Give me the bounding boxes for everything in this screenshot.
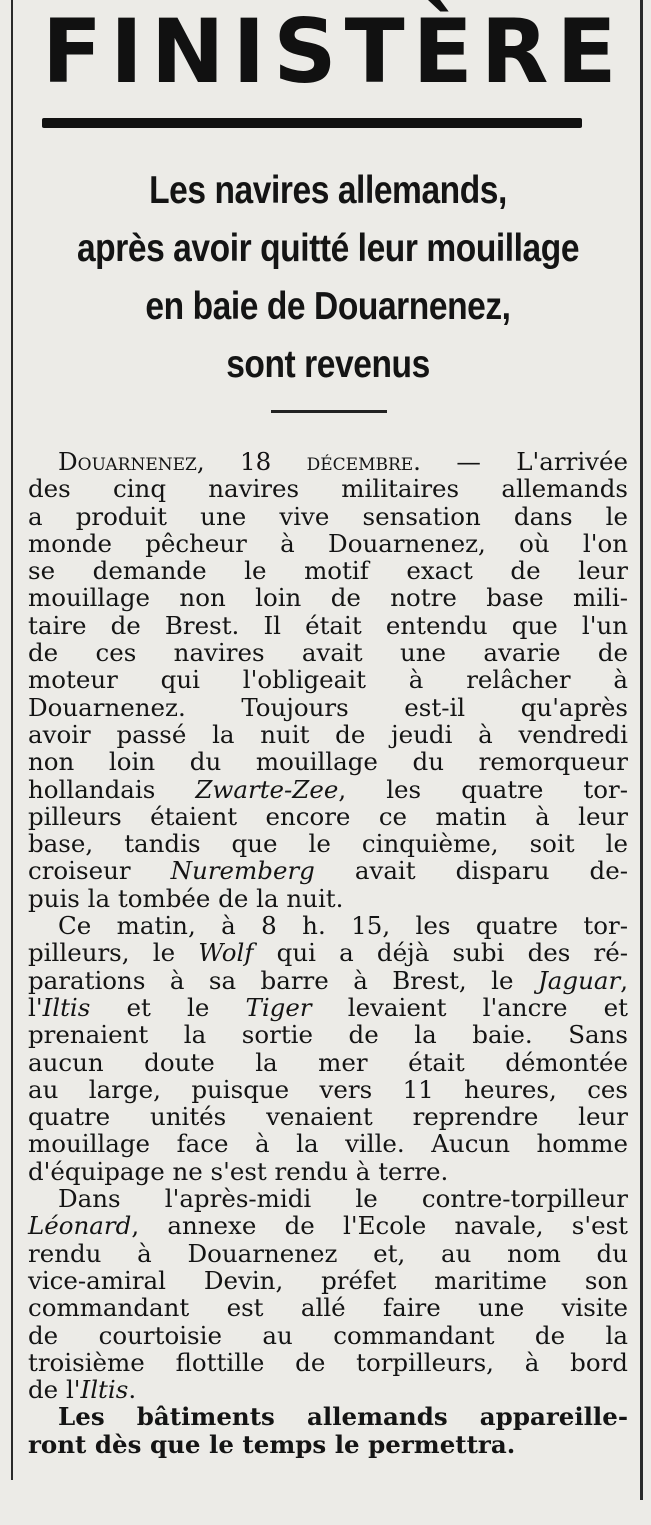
body-line: de l'Iltis.: [28, 1375, 137, 1405]
body-line: rendu à Douarnenez et, au nom du: [28, 1238, 628, 1268]
body-line: Dans l'après-midi le contre-torpilleur: [58, 1184, 628, 1214]
body-line: vice-amiral Devin, préfet maritime son: [28, 1265, 628, 1295]
body-line: hollandais Zwarte-Zee, les quatre tor-: [28, 774, 628, 804]
body-line: taire de Brest. Il était entendu que l'un: [28, 610, 628, 640]
body-line: de courtoisie au commandant de la: [28, 1320, 628, 1350]
body-line: mouillage face à la ville. Aucun homme: [28, 1129, 628, 1159]
body-line: de ces navires avait une avarie de: [28, 638, 628, 668]
body-line: ront dès que le temps le permettra.: [28, 1429, 516, 1459]
body-line: pilleurs, le Wolf qui a déjà subi des ré-: [28, 938, 628, 968]
body-line: [28, 448, 628, 475]
column-rule-left: [11, 0, 13, 1480]
headline-line: après avoir quitté leur mouillage: [76, 227, 580, 270]
body-line: aucun doute la mer était démontée: [28, 1047, 628, 1077]
body-line: Léonard, annexe de l'Ecole navale, s'est: [28, 1211, 628, 1241]
headline-line: en baie de Douarnenez,: [145, 285, 511, 328]
body-line: non loin du mouillage du remorqueur: [28, 747, 628, 777]
body-line: se demande le motif exact de leur: [28, 556, 628, 586]
headline: [70, 162, 586, 394]
body-line: d'équipage ne s'est rendu à terre.: [28, 1156, 449, 1186]
section-underline: [42, 118, 582, 128]
body-line: monde pêcheur à Douarnenez, où l'on: [28, 528, 628, 558]
body-line: parations à sa barre à Brest, le Jaguar,: [28, 965, 628, 995]
body-line: quatre unités venaient reprendre leur: [28, 1102, 628, 1132]
section-title: FINISTÈRE: [42, 0, 625, 103]
headline-line: sont revenus: [226, 343, 430, 386]
body-line: croiseur Nuremberg avait disparu de-: [28, 856, 628, 886]
body-line: puis la tombée de la nuit.: [28, 883, 344, 913]
body-line: pilleurs étaient encore ce matin à leur: [28, 801, 628, 831]
body-line: des cinq navires militaires allemands: [28, 474, 628, 504]
body-line: l'Iltis et le Tiger levaient l'ancre et: [28, 992, 629, 1022]
body-line: avoir passé la nuit de jeudi à vendredi: [28, 719, 628, 749]
article-body: [28, 448, 628, 1458]
body-line: au large, puisque vers 11 heures, ces: [28, 1074, 628, 1104]
body-line: moteur qui l'obligeait à relâcher à: [28, 665, 628, 695]
body-line: a produit une vive sensation dans le: [28, 501, 628, 531]
column-rule-right: [640, 0, 643, 1500]
body-line: troisième flottille de torpilleurs, à bord: [28, 1347, 628, 1377]
headline-line: Les navires allemands,: [149, 169, 507, 212]
body-line: mouillage non loin de notre base mili-: [28, 583, 628, 613]
body-line: Les bâtiments allemands appareille-: [58, 1402, 628, 1432]
body-line: base, tandis que le cinquième, soit le: [28, 829, 628, 859]
dateline: Douarnenez, 18 décembre.: [58, 447, 421, 476]
body-line: commandant est allé faire une visite: [28, 1293, 628, 1323]
headline-separator: [271, 410, 387, 413]
body-text: — L'arrivée: [456, 447, 628, 476]
body-line: Douarnenez. Toujours est-il qu'après: [28, 692, 628, 722]
body-line: Ce matin, à 8 h. 15, les quatre tor-: [58, 911, 628, 941]
body-line: prenaient la sortie de la baie. Sans: [28, 1020, 628, 1050]
